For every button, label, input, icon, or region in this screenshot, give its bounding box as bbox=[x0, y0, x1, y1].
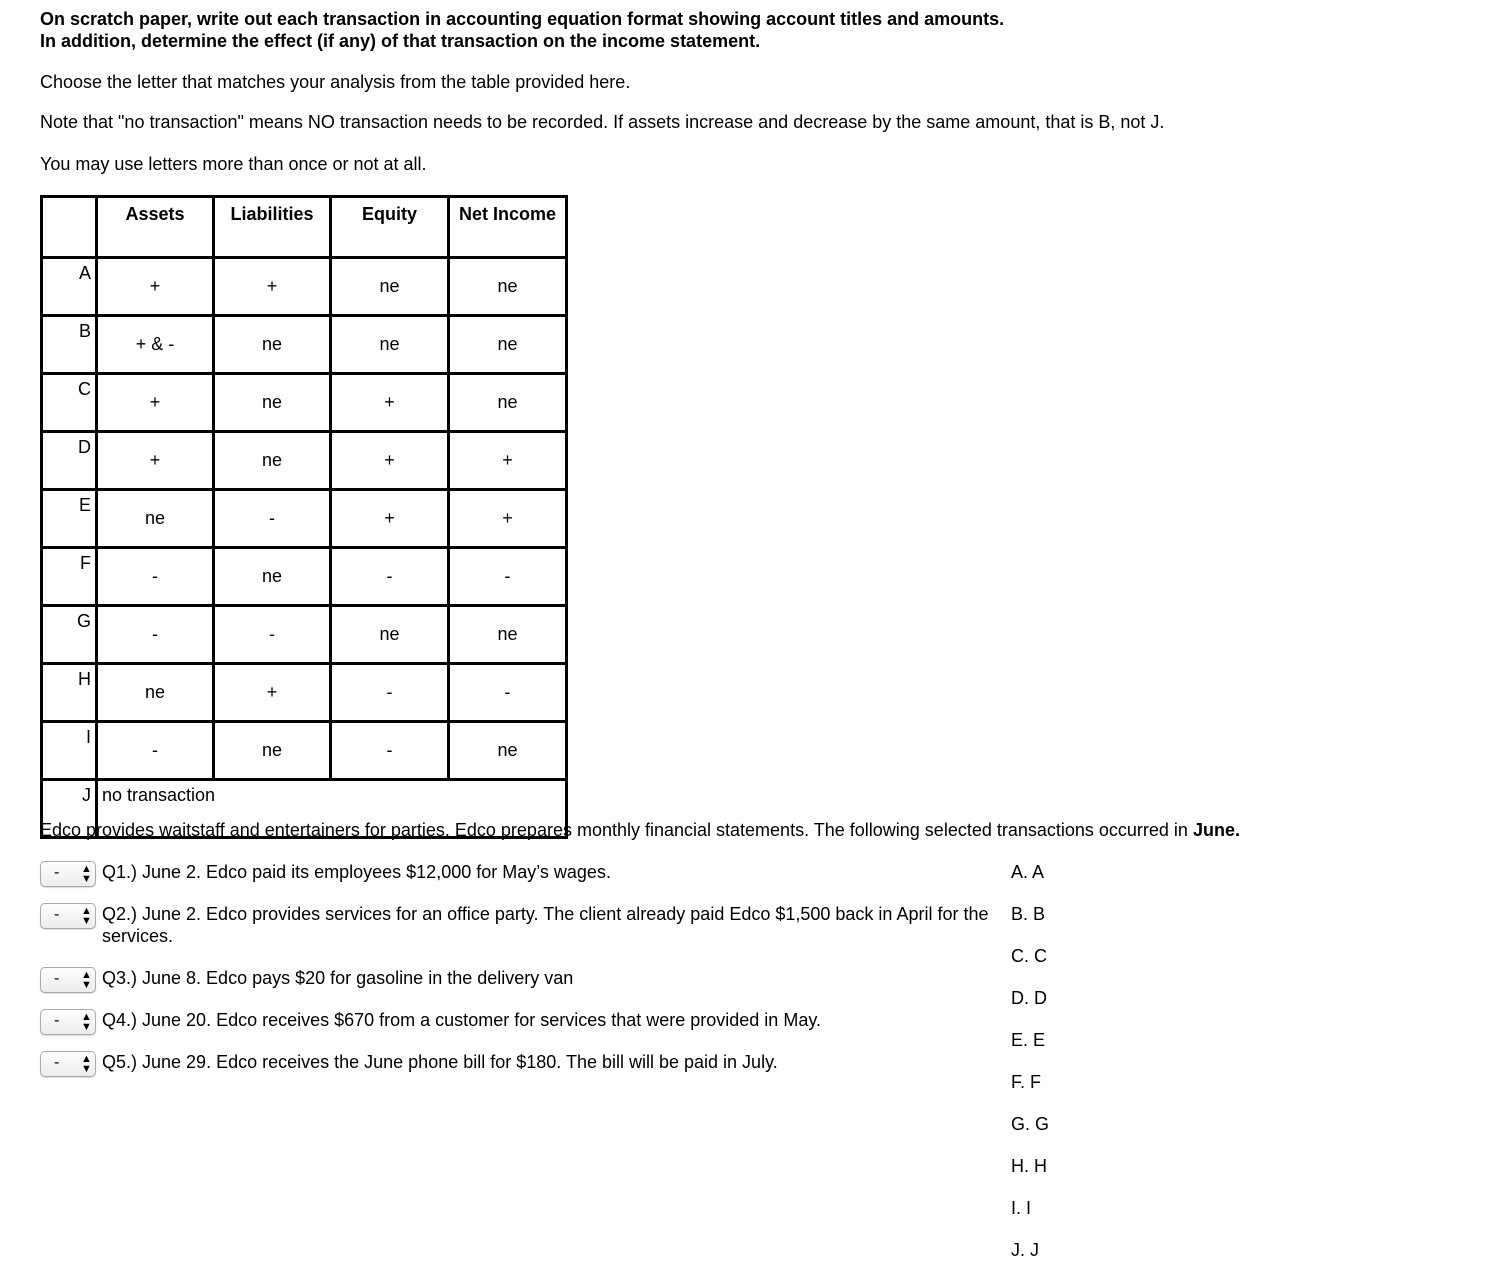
table-row bbox=[42, 606, 567, 664]
answer-select-q3[interactable] bbox=[40, 967, 96, 993]
table-row bbox=[42, 258, 567, 316]
question-text: Q3.) June 8. Edco pays $20 for gasoline in the delivery van bbox=[102, 968, 574, 988]
answer-option: F. F bbox=[1011, 1072, 1041, 1092]
answer-select-q2[interactable] bbox=[40, 903, 96, 929]
cell-assets: + bbox=[97, 432, 214, 490]
cell-equity: + bbox=[331, 374, 449, 432]
up-down-chevron-icon: ▲ ▼ bbox=[81, 1011, 92, 1033]
answer-option: I. I bbox=[1011, 1198, 1032, 1218]
row-letter: J bbox=[42, 780, 97, 838]
select-value: - bbox=[54, 906, 60, 923]
select-value: - bbox=[54, 1054, 60, 1071]
row-letter: F bbox=[42, 548, 97, 606]
answer-option: A. A bbox=[1011, 862, 1045, 882]
cell-assets: ne bbox=[97, 490, 214, 548]
cell-liabilities: ne bbox=[214, 432, 331, 490]
instructions-heading bbox=[40, 8, 1004, 52]
scenario-body: Edco provides waitstaff and entertainers for parties. Edco prepares monthly financial statements. The following selected transactions occurred in bbox=[40, 820, 1193, 840]
cell-liabilities: ne bbox=[214, 722, 331, 780]
scenario-month: June. bbox=[1192, 820, 1240, 840]
cell-liabilities: ne bbox=[214, 374, 331, 432]
cell-assets: + & - bbox=[97, 316, 214, 374]
question-text: Q5.) June 29. Edco receives the June phone bill for $180. The bill will be paid in July. bbox=[102, 1052, 778, 1072]
answer-option: C. C bbox=[1011, 946, 1047, 966]
scenario-text bbox=[40, 819, 1240, 841]
table-header-row bbox=[42, 197, 567, 258]
header-net-income: Net Income bbox=[449, 197, 567, 258]
row-letter: E bbox=[42, 490, 97, 548]
cell-equity: - bbox=[331, 664, 449, 722]
select-value: - bbox=[54, 970, 60, 987]
cell-net-income: ne bbox=[449, 722, 567, 780]
cell-net-income: ne bbox=[449, 258, 567, 316]
answer-option: G. G bbox=[1011, 1114, 1050, 1134]
answer-option: E. E bbox=[1011, 1030, 1046, 1050]
cell-net-income: - bbox=[449, 548, 567, 606]
header-liabilities: Liabilities bbox=[214, 197, 331, 258]
cell-equity: - bbox=[331, 722, 449, 780]
cell-liabilities: + bbox=[214, 664, 331, 722]
answer-option: D. D bbox=[1011, 988, 1047, 1008]
cell-net-income: ne bbox=[449, 374, 567, 432]
cell-equity: ne bbox=[331, 606, 449, 664]
cell-equity: ne bbox=[331, 316, 449, 374]
select-value: - bbox=[54, 864, 60, 881]
cell-net-income: ne bbox=[449, 316, 567, 374]
choose-instruction: Choose the letter that matches your analysis from the table provided here. bbox=[40, 72, 631, 92]
cell-equity: - bbox=[331, 548, 449, 606]
up-down-chevron-icon: ▲ ▼ bbox=[81, 969, 92, 991]
row-letter: I bbox=[42, 722, 97, 780]
cell-net-income: - bbox=[449, 664, 567, 722]
cell-liabilities: + bbox=[214, 258, 331, 316]
question-text: Q2.) June 2. Edco provides services for an office party. The client already paid Edco $1,500 back in April for the services. bbox=[102, 904, 989, 946]
answer-select-q1[interactable] bbox=[40, 861, 96, 887]
cell-assets: - bbox=[97, 606, 214, 664]
cell-equity: ne bbox=[331, 258, 449, 316]
row-letter: A bbox=[42, 258, 97, 316]
cell-assets: - bbox=[97, 722, 214, 780]
no-transaction-cell: no transaction bbox=[97, 780, 567, 838]
cell-equity: + bbox=[331, 432, 449, 490]
answer-option: B. B bbox=[1011, 904, 1046, 924]
answer-option: J. J bbox=[1011, 1240, 1040, 1260]
cell-liabilities: - bbox=[214, 490, 331, 548]
table-row bbox=[42, 548, 567, 606]
row-letter: B bbox=[42, 316, 97, 374]
cell-assets: - bbox=[97, 548, 214, 606]
row-letter: D bbox=[42, 432, 97, 490]
question-text: Q1.) June 2. Edco paid its employees $12,000 for May’s wages. bbox=[102, 862, 611, 882]
table-row bbox=[42, 664, 567, 722]
cell-assets: ne bbox=[97, 664, 214, 722]
question-text: Q4.) June 20. Edco receives $670 from a customer for services that were provided in May. bbox=[102, 1010, 821, 1030]
table-row bbox=[42, 316, 567, 374]
answer-option: H. H bbox=[1011, 1156, 1047, 1176]
up-down-chevron-icon: ▲ ▼ bbox=[81, 905, 92, 927]
cell-net-income: ne bbox=[449, 606, 567, 664]
effects-table bbox=[40, 195, 568, 839]
reuse-instruction: You may use letters more than once or not at all. bbox=[40, 154, 427, 174]
cell-net-income: + bbox=[449, 432, 567, 490]
instructions-line-2: In addition, determine the effect (if any) of that transaction on the income statement. bbox=[40, 31, 761, 51]
table-row bbox=[42, 432, 567, 490]
select-value: - bbox=[54, 1012, 60, 1029]
answer-select-q5[interactable] bbox=[40, 1051, 96, 1077]
header-assets: Assets bbox=[97, 197, 214, 258]
instructions-line-1: On scratch paper, write out each transaction in accounting equation format showing account titles and amounts. bbox=[40, 9, 1005, 29]
answer-select-q4[interactable] bbox=[40, 1009, 96, 1035]
header-letter bbox=[42, 197, 97, 258]
note-instruction: Note that "no transaction" means NO transaction needs to be recorded. If assets increase and decrease by the same amount, that is B, not J. bbox=[40, 112, 1165, 132]
cell-assets: + bbox=[97, 258, 214, 316]
row-letter: G bbox=[42, 606, 97, 664]
cell-net-income: + bbox=[449, 490, 567, 548]
table-row bbox=[42, 490, 567, 548]
up-down-chevron-icon: ▲ ▼ bbox=[81, 1053, 92, 1075]
cell-assets: + bbox=[97, 374, 214, 432]
cell-liabilities: - bbox=[214, 606, 331, 664]
cell-liabilities: ne bbox=[214, 316, 331, 374]
row-letter: C bbox=[42, 374, 97, 432]
cell-liabilities: ne bbox=[214, 548, 331, 606]
table-row bbox=[42, 722, 567, 780]
row-letter: H bbox=[42, 664, 97, 722]
table-row bbox=[42, 374, 567, 432]
cell-equity: + bbox=[331, 490, 449, 548]
header-equity: Equity bbox=[331, 197, 449, 258]
up-down-chevron-icon: ▲ ▼ bbox=[81, 863, 92, 885]
